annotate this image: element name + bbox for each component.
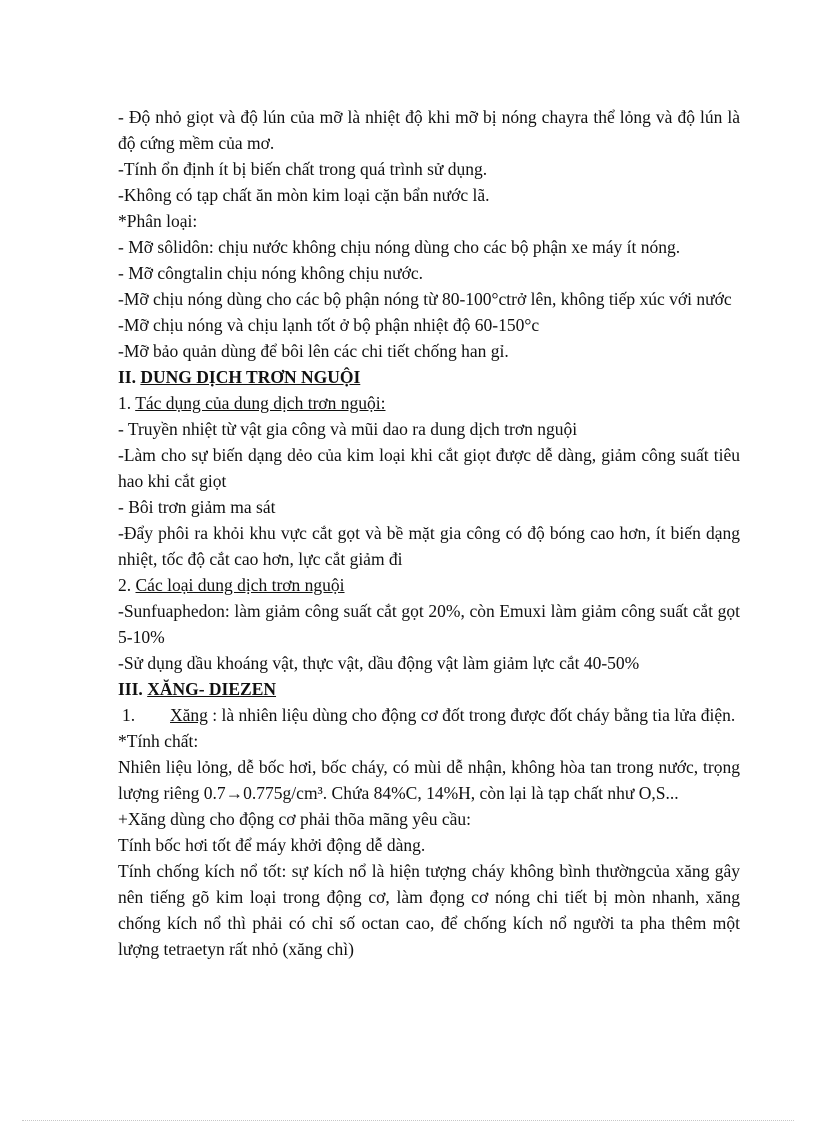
section-3-heading: [118, 676, 740, 702]
stability-line: -Tính ổn định ít bị biến chất trong quá trình sử dụng.: [118, 159, 488, 179]
subsection-2-1-number: 1.: [118, 393, 132, 413]
page-content: [118, 104, 740, 962]
subsection-2-2-title: Các loại dung dịch trơn nguội: [135, 575, 345, 595]
solidon-grease-line: - Mỡ sôlidôn: chịu nước không chịu nóng dùng cho các bộ phận xe máy ít nóng.: [118, 237, 681, 257]
list-item: -Đẩy phôi ra khỏi khu vực cắt gọt và bề mặt gia công có độ bóng cao hơn, ít biến dạng nhiệt, tốc độ cắt cao hơn, lực cắt giảm đi: [118, 523, 740, 569]
congtalin-grease-line: - Mỡ côngtalin chịu nóng không chịu nước.: [118, 263, 424, 283]
gasoline-definition-body: : là nhiên liệu dùng cho động cơ đốt trong được đốt cháy bằng tia lửa điện.: [212, 705, 736, 725]
section-2-title: DUNG DỊCH TRƠN NGUỘI: [140, 367, 361, 387]
list-item: -Sunfuaphedon: làm giảm công suất cắt gọt 20%, còn Emuxi làm giảm công suất cắt gọt 5-10%: [118, 601, 740, 647]
properties-text: Nhiên liệu lỏng, dễ bốc hơi, bốc cháy, có mùi dễ nhận, không hòa tan trong nước, trọng lượng riêng 0.7→0.775g/cm³. Chứa 84%C, 14%H, còn lại là tạp chất như O,S...: [118, 757, 740, 803]
subsection-2-2-heading: [118, 572, 740, 598]
page-bottom-divider: [22, 1120, 794, 1121]
requirement-volatility: Tính bốc hơi tốt để máy khởi động dễ dàng.: [118, 835, 426, 855]
subsection-2-2-number: 2.: [118, 575, 132, 595]
heat-cold-grease-line: -Mỡ chịu nóng và chịu lạnh tốt ở bộ phận nhiệt độ 60-150°c: [118, 315, 540, 335]
grease-drop-point-line: - Độ nhỏ giọt và độ lún của mỡ là nhiệt độ khi mỡ bị nóng chayra thể lỏng và độ lún là độ cứng mềm của mơ.: [118, 107, 740, 153]
properties-label: *Tính chất:: [118, 731, 199, 751]
heat-resistant-grease-line: -Mỡ chịu nóng dùng cho các bộ phận nóng từ 80-100°ctrở lên, không tiếp xúc với nước: [118, 289, 732, 309]
preservation-grease-line: -Mỡ bảo quản dùng để bôi lên các chi tiết chống han gỉ.: [118, 341, 509, 361]
requirement-anti-knock: Tính chống kích nổ tốt: sự kích nổ là hiện tượng cháy không bình thườngcủa xăng gây nên tiếng gõ kim loại trong động cơ, làm đọng cơ nóng chi tiết bị mòn nhanh, xăng chống kích nổ thì phải có chỉ số octan cao, để chống kích nổ người ta pha thêm một lượng tetraetyn rất nhỏ (xăng chì): [118, 861, 740, 959]
gasoline-term: Xăng: [170, 705, 208, 725]
requirements-label: +Xăng dùng cho động cơ phải thõa mãng yêu cầu:: [118, 809, 471, 829]
list-item: - Bôi trơn giảm ma sát: [118, 497, 276, 517]
subsection-2-1-heading: [118, 390, 740, 416]
no-corrosion-line: -Không có tạp chất ăn mòn kim loại cặn bẩn nước lã.: [118, 185, 490, 205]
list-item: -Sử dụng dầu khoáng vật, thực vật, dầu động vật làm giảm lực cắt 40-50%: [118, 653, 640, 673]
list-item: - Truyền nhiệt từ vật gia công và mũi dao ra dung dịch trơn nguội: [118, 419, 578, 439]
classification-label: *Phân loại:: [118, 211, 198, 231]
section-2-heading: [118, 364, 740, 390]
section-2-number: II.: [118, 367, 136, 387]
subsection-2-1-title: Tác dụng của dung dịch trơn nguội:: [135, 393, 386, 413]
section-3-number: III.: [118, 679, 143, 699]
gasoline-definition-text: [170, 702, 740, 728]
gasoline-definition: [118, 702, 740, 728]
list-item: -Làm cho sự biến dạng dẻo của kim loại khi cắt giọt được dễ dàng, giảm công suất tiêu hao khi cắt giọt: [118, 445, 740, 491]
gasoline-item-number: 1.: [122, 705, 136, 725]
section-3-title: XĂNG- DIEZEN: [147, 679, 277, 699]
